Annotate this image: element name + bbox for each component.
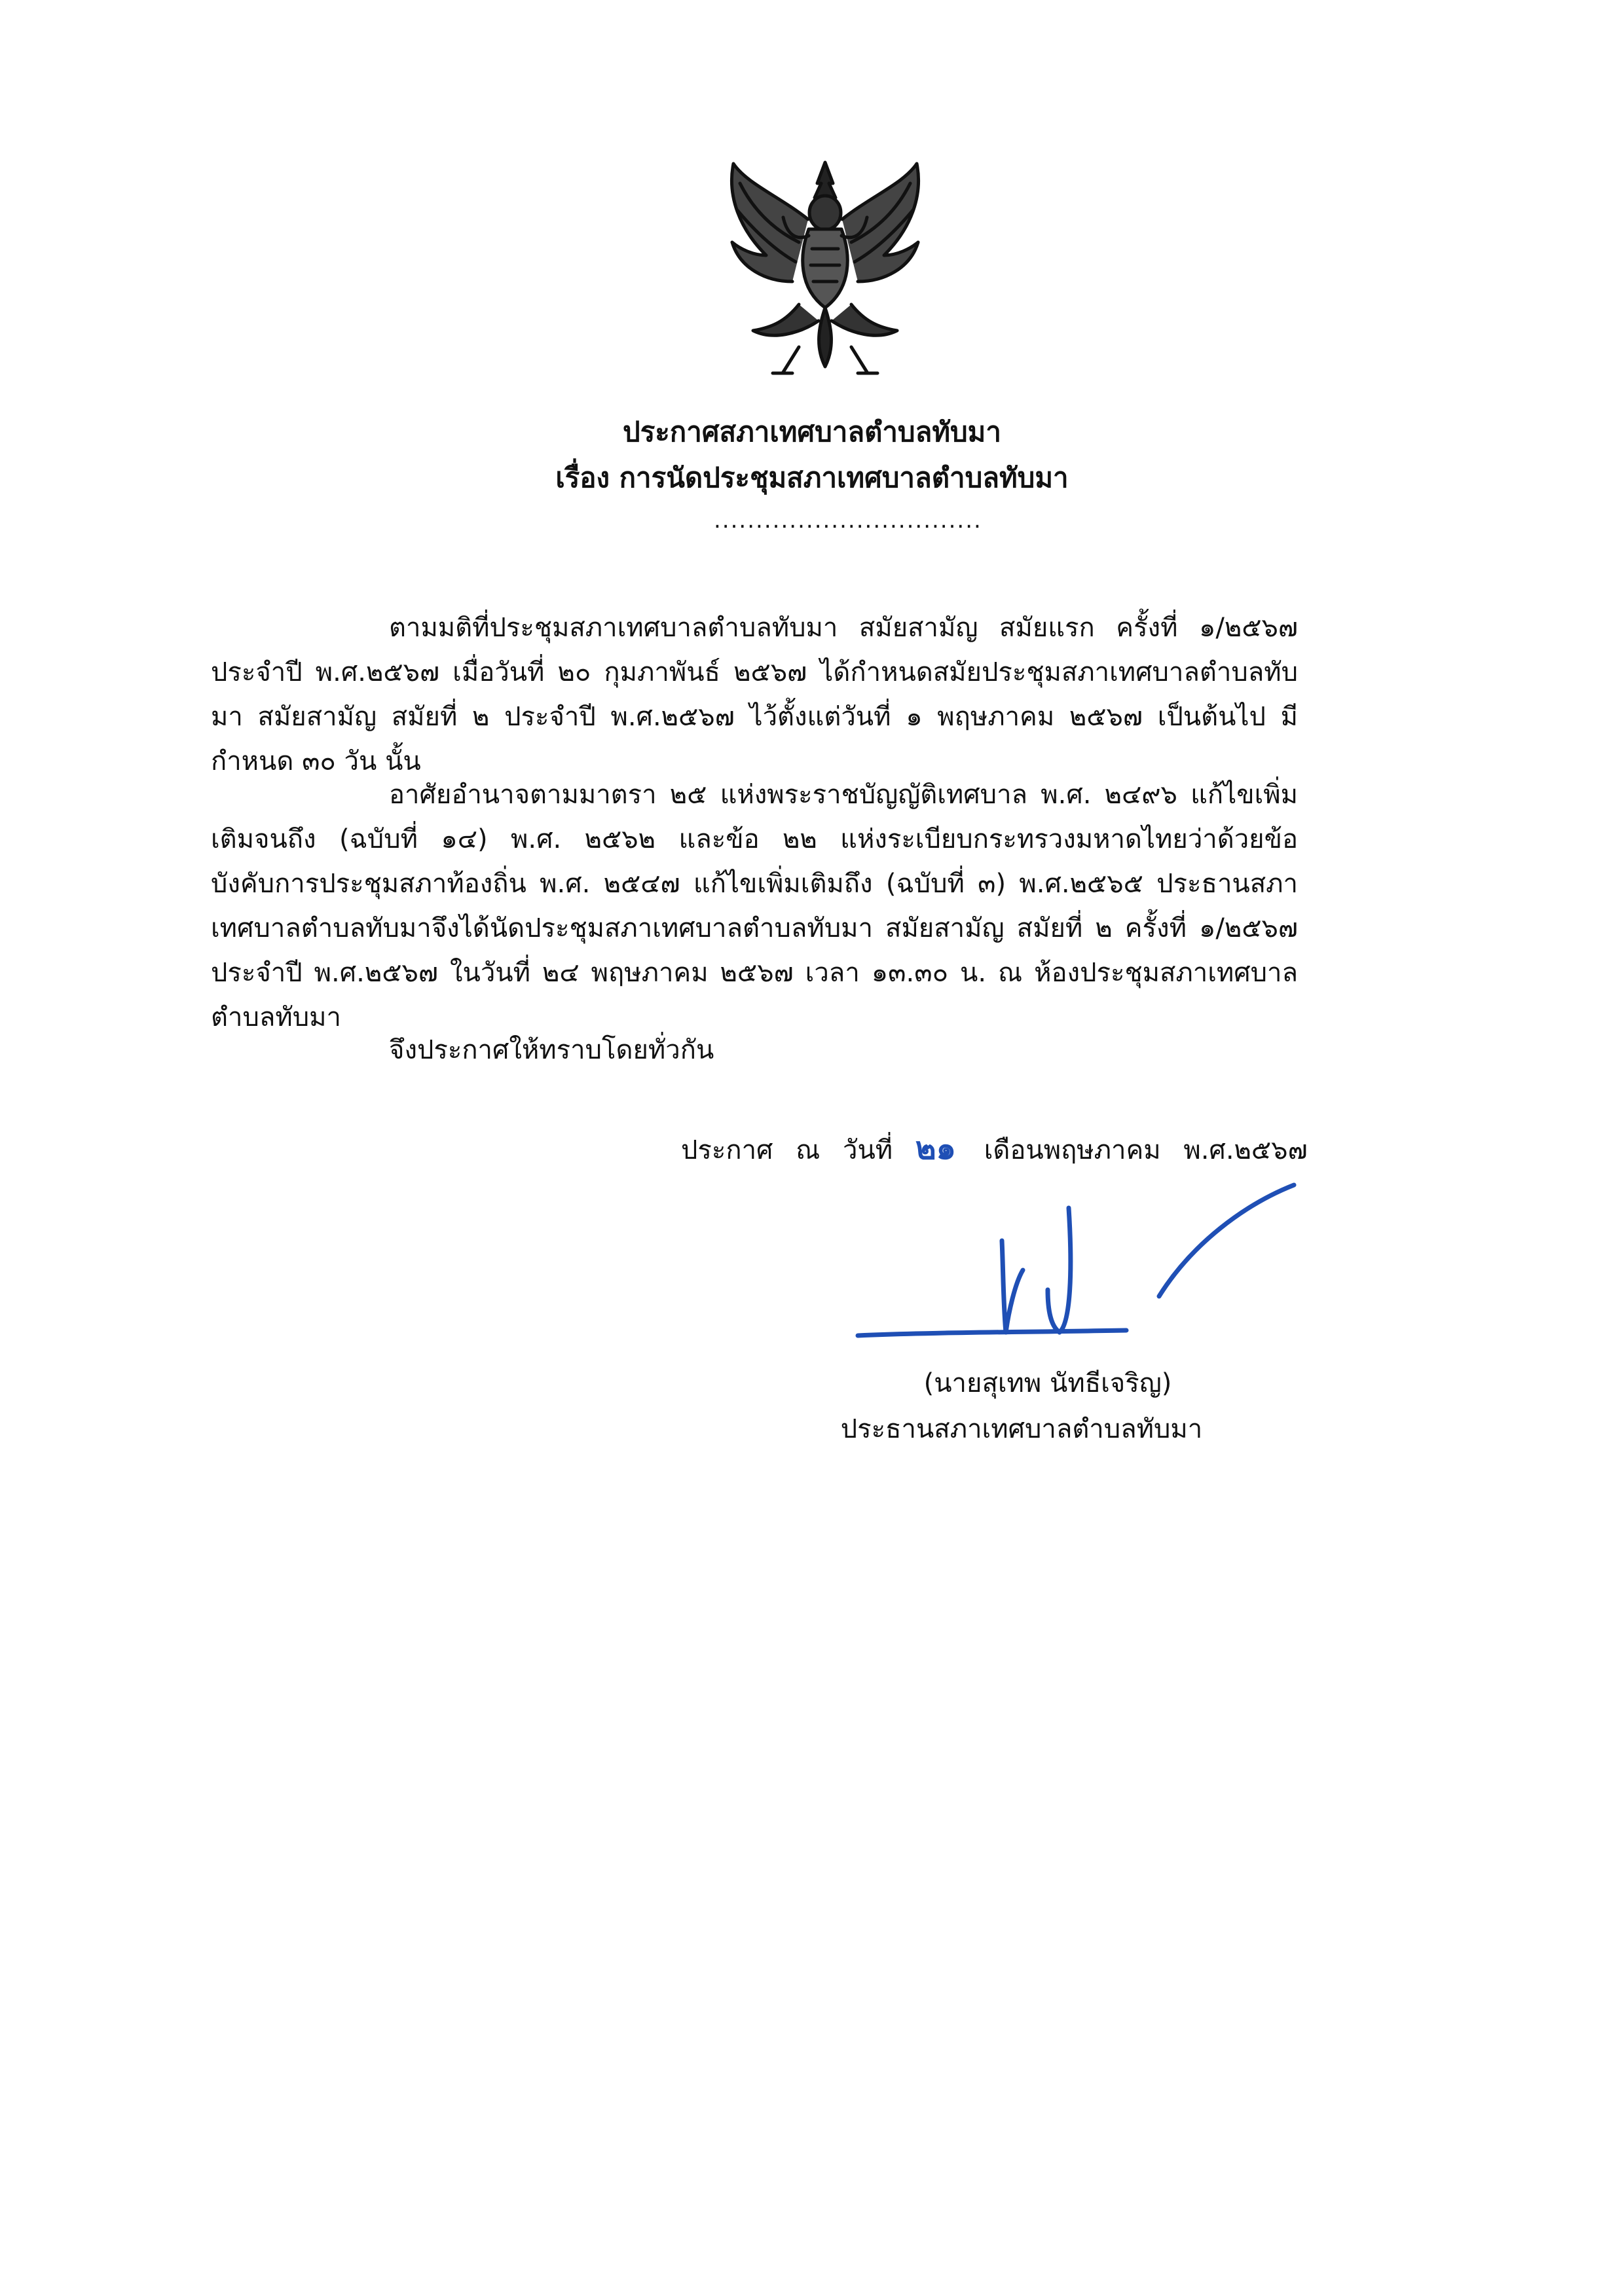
signer-position: ประธานสภาเทศบาลตำบลทับมา (840, 1414, 1203, 1444)
garuda-emblem-icon (720, 157, 930, 386)
closing-statement: จึงประกาศให้ทราบโดยทั่วกัน (389, 1035, 714, 1065)
signer-name: (นายสุเทพ นัทธีเจริญ) (923, 1368, 1172, 1398)
document-title: ประกาศสภาเทศบาลตำบลทับมา (623, 416, 1001, 448)
dateline (681, 1126, 1322, 1173)
dateline-day-handwritten: ๒๑ (915, 1130, 956, 1167)
dateline-month: เดือนพฤษภาคม (984, 1135, 1161, 1165)
handwritten-signature (851, 1172, 1297, 1368)
dateline-announce: ประกาศ (681, 1135, 773, 1165)
paragraph-authority: อาศัยอำนาจตามมาตรา ๒๕ แห่งพระราชบัญญัติเทศบาล พ.ศ. ๒๔๙๖ แก้ไขเพิ่มเติมจนถึง (ฉบับที่ ๑๔) พ.ศ. ๒๕๖๒ และข้อ ๒๒ แห่งระเบียบกระทรวงมหาดไทยว่าด้วยข้อบังคับการประชุมสภาท้องถิ่น พ.ศ. ๒๕๔๗ แก้ไขเพิ่มเติมถึง (ฉบับที่ ๓) พ.ศ.๒๕๖๕ ประธานสภาเทศบาลตำบลทับมาจึงได้นัดประชุมสภาเทศบาลตำบลทับมา สมัยสามัญ สมัยที่ ๒ ครั้งที่ ๑/๒๕๖๗ ประจำปี พ.ศ.๒๕๖๗ ในวันที่ ๒๔ พฤษภาคม ๒๕๖๗ เวลา ๑๓.๓๐ น. ณ ห้องประชุมสภาเทศบาลตำบลทับมา (211, 780, 1298, 1032)
separator-dots: ................................ (714, 507, 982, 534)
dateline-at: ณ (796, 1135, 821, 1165)
dateline-day-label: วันที่ (842, 1135, 893, 1165)
document-subject: เรื่อง การนัดประชุมสภาเทศบาลตำบลทับมา (555, 462, 1069, 494)
dateline-year: พ.ศ.๒๕๖๗ (1183, 1135, 1308, 1165)
paragraph-resolution: ตามมติที่ประชุมสภาเทศบาลตำบลทับมา สมัยสามัญ สมัยแรก ครั้งที่ ๑/๒๕๖๗ ประจำปี พ.ศ.๒๕๖๗ เมื่อวันที่ ๒๐ กุมภาพันธ์ ๒๕๖๗ ได้กำหนดสมัยประชุมสภาเทศบาลตำบลทับมา สมัยสามัญ สมัยที่ ๒ ประจำปี พ.ศ.๒๕๖๗ ไว้ตั้งแต่วันที่ ๑ พฤษภาคม ๒๕๖๗ เป็นต้นไป มีกำหนด ๓๐ วัน นั้น (211, 613, 1299, 776)
